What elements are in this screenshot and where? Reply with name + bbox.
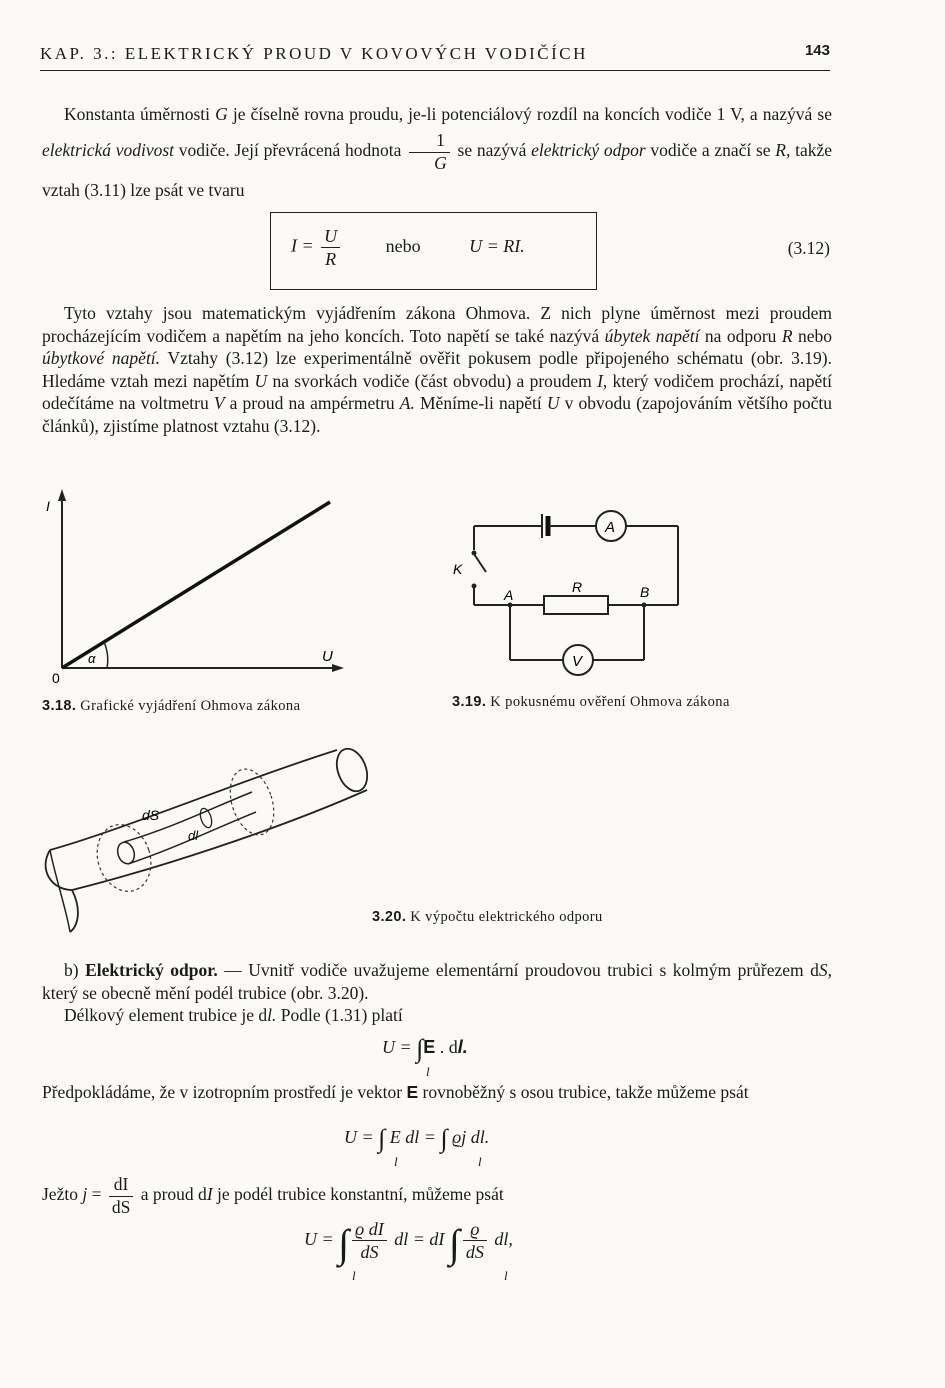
paragraph-conductance xyxy=(42,96,832,208)
resistor-label: R xyxy=(572,579,583,595)
y-axis-arrow xyxy=(58,489,66,501)
text: je číselně rovna proudu, je-li potenciálový rozdíl na koncích vodiče 1 V, a nazývá se xyxy=(227,104,832,124)
angle-label: α xyxy=(88,651,96,666)
page-number: 143 xyxy=(804,42,830,59)
chapter-title: KAP. 3.: ELEKTRICKÝ PROUD V KOVOVÝCH VODIČÍCH xyxy=(40,44,588,63)
tube-end-left xyxy=(46,850,78,932)
equation-resistance-integral: U = ∫ $\frac{\text{ϱ dI}}{dS}$ dl = dI ∫ $\frac{ϱ}{dS}$ dl, l l xyxy=(304,1219,513,1283)
equation-number-3-12: (3.12) xyxy=(787,238,830,258)
term-conductance: elektrická vodivost xyxy=(42,140,175,161)
ds-label: dS xyxy=(142,807,160,823)
equation-e-dl: U = ∫ E dl = ∫ ϱj dl. l l xyxy=(344,1124,490,1169)
y-label: I xyxy=(46,498,50,514)
fraction-u-over-r: $\frac{U}{R}$ xyxy=(321,227,340,268)
text: se nazývá xyxy=(452,140,532,161)
cross-section-right xyxy=(222,763,281,840)
term-voltage-drop: úbytek napětí xyxy=(604,325,700,346)
text: vodiče. Její převrácená hodnota xyxy=(174,140,407,161)
x-axis-arrow xyxy=(332,664,344,672)
ohm-line xyxy=(62,502,330,668)
term-resistance: elektrický odpor xyxy=(531,140,646,161)
tube-cut-front xyxy=(50,850,70,932)
section-b-resistance: b) Elektrický odpor. — Uvnitř vodiče uvažujeme elementární proudovou trubici s kolmým průřezem dS, který se obecně mění podél trubice (obr. 3.20). Délkový element trubice je dl. Podle (1.31) platí xyxy=(42,960,833,1025)
switch-pivot xyxy=(472,551,477,556)
section-heading: Elektrický odpor. xyxy=(85,960,218,980)
cross-section-left xyxy=(89,818,159,899)
angle-arc xyxy=(104,642,108,668)
switch-label: K xyxy=(453,561,463,577)
eq-nebo: nebo xyxy=(385,235,421,256)
figure-3-18-graph xyxy=(40,485,360,690)
dl-label: dl xyxy=(188,828,199,843)
symbol-g: G xyxy=(215,104,228,124)
paragraph-isotropic: Předpokládáme, že v izotropním prostředí je vektor E rovnoběžný s osou trubice, takže můžeme psát xyxy=(42,1082,749,1102)
text: takže vztah (3.11) lze psát ve tvaru xyxy=(42,140,833,200)
figure-3-19-circuit xyxy=(448,500,698,685)
fraction-one-over-g: $\frac{1}{G}$ xyxy=(409,132,450,172)
ammeter-label: A xyxy=(605,519,616,536)
figure-3-20-tube xyxy=(42,740,382,940)
fraction-di-ds: $\frac{dI}{dS}$ xyxy=(109,1176,133,1216)
x-label: U xyxy=(322,648,333,665)
equation-box-3-12 xyxy=(270,212,597,290)
text: Konstanta úměrnosti xyxy=(64,104,216,124)
paragraph-ohms-law: Tyto vztahy jsou matematickým vyjádřením zákona Ohmova. Z nich plyne úměrnost mezi proudem procházejícím vodičem a napětím na jeho koncích. Toto napětí se také nazývá úbytek napětí na odporu R nebo úbytkové napětí. Vztahy (3.12) lze experimentálně ověřit pokusem podle připojeného schématu (obr. 3.19). Hledáme vztah mezi napětím U na svorkách vodiče (část obvodu) a proudem I, který vodičem prochází, napětí odečítáme na voltmetru V a proud na ampérmetru A. Měníme-li napětí U v obvodu (zapojováním většího počtu článků), zjistíme platnost vztahu (3.12). xyxy=(42,303,833,436)
eq-lhs: I = xyxy=(291,235,314,256)
caption-3-18: 3.18. Grafické vyjádření Ohmova zákona xyxy=(42,698,301,714)
symbol-r: R, xyxy=(775,140,791,161)
term-drop-voltage: úbytkové napětí. xyxy=(42,348,161,369)
caption-3-20: 3.20. K výpočtu elektrického odporu xyxy=(372,909,603,925)
eq-rhs: U = RI. xyxy=(469,235,525,256)
origin-label: 0 xyxy=(52,670,60,686)
switch-blade xyxy=(474,554,486,572)
element-dl-ellipse xyxy=(198,807,214,829)
node-b-label: B xyxy=(640,584,650,600)
running-header xyxy=(40,42,830,71)
text: vodiče a značí se xyxy=(645,140,776,161)
resistor xyxy=(544,596,608,614)
voltmeter-label: V xyxy=(572,653,583,670)
caption-3-19: 3.19. K pokusnému ověření Ohmova zákona xyxy=(452,694,730,710)
tube-end-right xyxy=(331,745,372,796)
node-a-label: A xyxy=(504,587,514,603)
equation-line-integral: U = ∫E . dl. l xyxy=(382,1034,468,1079)
paragraph-current-density: Ježto j = $\frac{dI}{dS}$ a proud dI je podél trubice konstantní, můžeme psát xyxy=(42,1174,504,1217)
